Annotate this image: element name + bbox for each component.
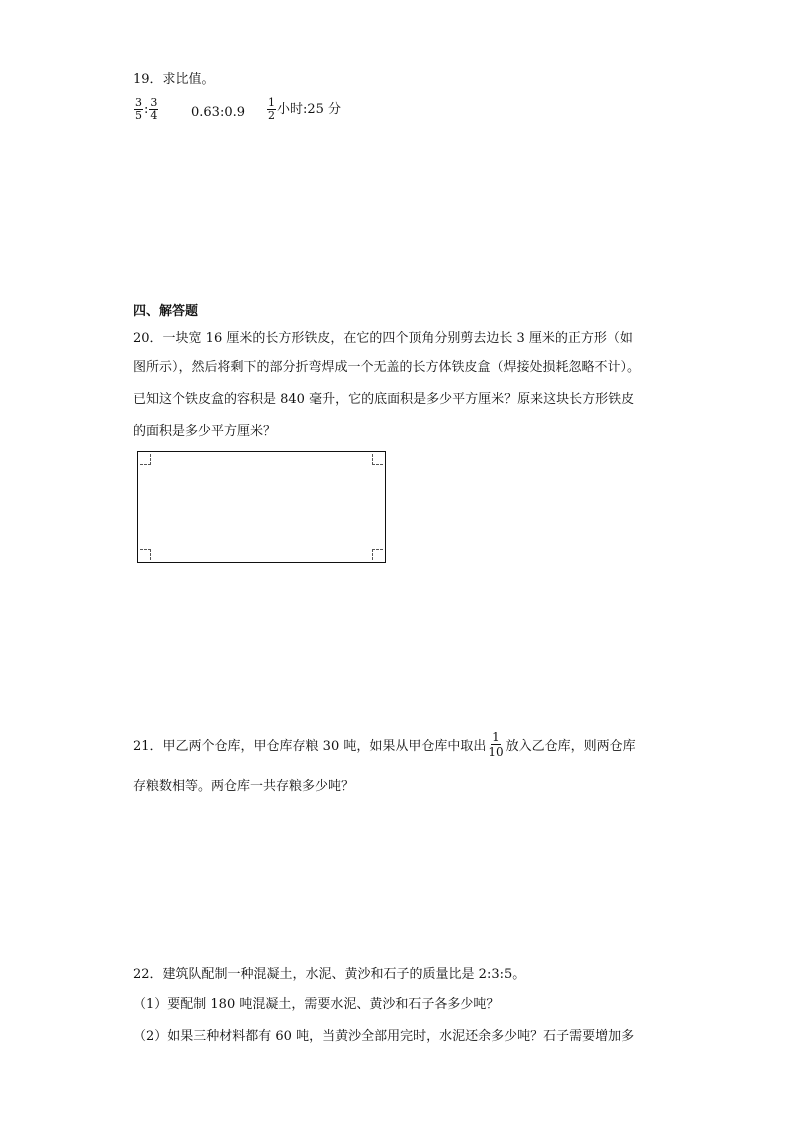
q19-item-1: $\frac{3}{5}$ : $\frac{3}{4}$: [135, 96, 158, 122]
q22-line-3: （2）如果三种材料都有 60 吨，当黄沙全部用完时，水泥还余多少吨？石子需要增加多: [133, 1029, 635, 1044]
q19-item-3: $\frac{1}{2}$ 小时:25 分: [268, 96, 342, 122]
q22-line-2: （1）要配制 180 吨混凝土，需要水泥、黄沙和石子各多少吨？: [133, 997, 500, 1012]
fraction: $\frac{3}{5}$: [135, 96, 142, 122]
cut-corner-square: [372, 549, 383, 560]
fraction: $\frac{3}{4}$: [150, 96, 158, 122]
q21-line-1: 21．甲乙两个仓库，甲仓库存粮 30 吨，如果从甲仓库中取出 $\frac{1}{10}$ 放入乙仓库，则两仓库: [133, 730, 636, 759]
q22-line-1: 22．建筑队配制一种混凝土，水泥、黄沙和石子的质量比是 2:3:5。: [133, 967, 526, 982]
cut-corner-square: [140, 549, 151, 560]
section-title: 四、解答题: [133, 304, 199, 319]
cut-corner-square: [372, 454, 383, 465]
fraction: $\frac{1}{2}$: [268, 96, 275, 122]
q19-title: 19．求比值。: [133, 72, 215, 87]
q20-line-3: 已知这个铁皮盒的容积是 840 毫升，它的底面积是多少平方厘米？原来这块长方形铁皮: [133, 392, 635, 407]
q20-line-1: 20．一块宽 16 厘米的长方形铁皮，在它的四个顶角分别剪去边长 3 厘米的正方形（如: [133, 331, 633, 346]
iron-sheet-figure: [137, 451, 386, 563]
q20-line-4: 的面积是多少平方厘米？: [133, 424, 277, 439]
q19-item-2: 0.63:0.9: [191, 105, 245, 120]
fraction: $\frac{1}{10}$: [488, 730, 504, 759]
q21-line-2: 存粮数相等。两仓库一共存粮多少吨？: [133, 779, 355, 794]
cut-corner-square: [140, 454, 151, 465]
q20-line-2: 图所示），然后将剩下的部分折弯焊成一个无盖的长方体铁皮盒（焊接处损耗忽略不计）。: [133, 360, 641, 375]
